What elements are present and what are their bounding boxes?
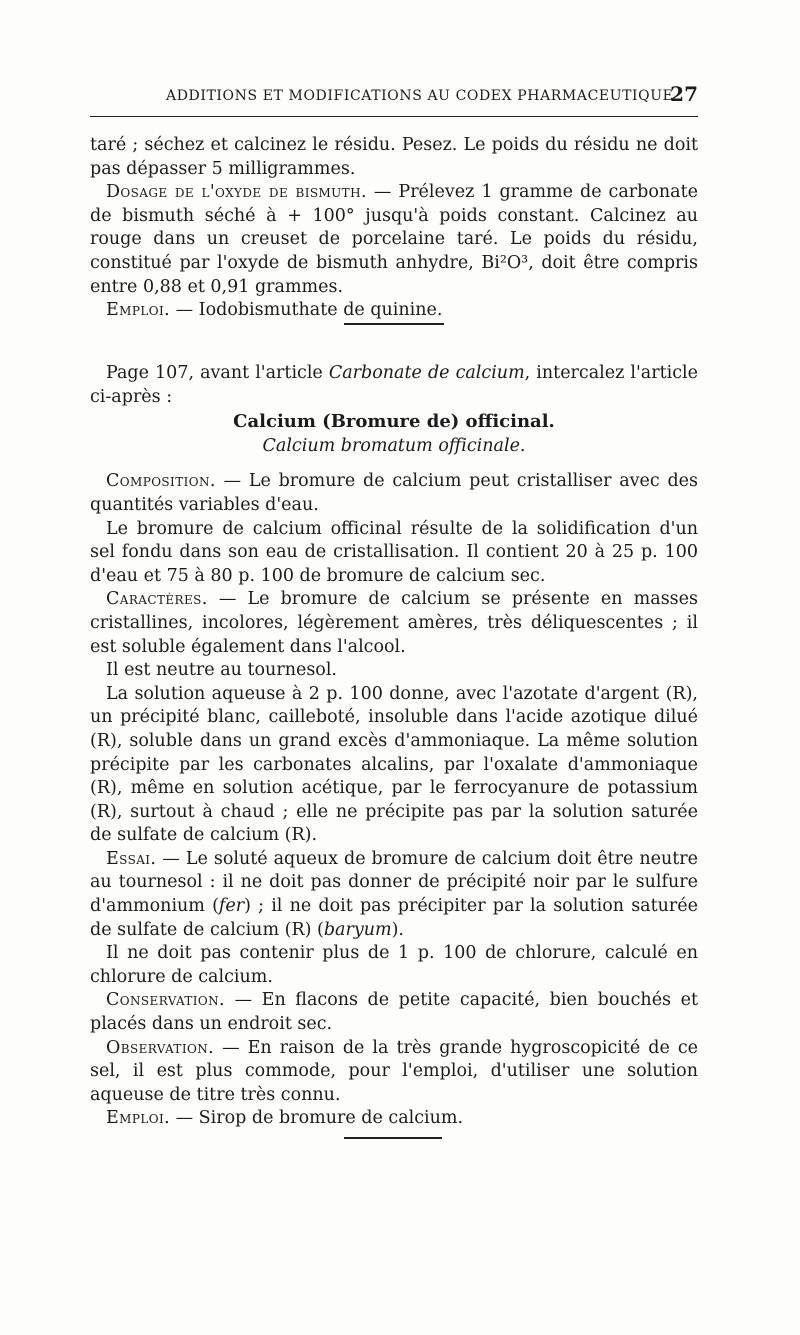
observation-label: Observation. [106, 1037, 215, 1058]
emploi-label-2: Emploi. [106, 1108, 171, 1129]
composition-paragraph [90, 470, 698, 517]
observation-text: — En raison de la très grande hygroscopicité de ce sel, il est plus commode, pour l'emploi, d'utiliser une solution aqueuse de titre très connu. [90, 1037, 698, 1105]
section-bismuth [90, 134, 698, 323]
header-rule [90, 116, 698, 117]
dosage-paragraph [90, 181, 698, 299]
caracteres-text: — Le bromure de calcium se présente en masses cristallines, incolores, légèrement amères, très déliquescentes ; il est soluble également dans l'alcool. [90, 589, 698, 657]
running-header [90, 82, 698, 112]
essai-baryum: baryum [323, 919, 392, 940]
caracteres-label: Caractères. [106, 589, 208, 610]
latin-title: Calcium bromatum officinale. [262, 435, 526, 456]
chlorure-paragraph: Il ne doit pas contenir plus de 1 p. 100 de chlorure, calculé en chlorure de calcium. [90, 943, 698, 987]
caracteres-paragraph [90, 588, 698, 659]
running-title: ADDITIONS ET MODIFICATIONS AU CODEX PHARMACEUTIQUE [166, 88, 674, 104]
solution-paragraph: La solution aqueuse à 2 p. 100 donne, avec l'azotate d'argent (R), un précipité blanc, caillebоté, insoluble dans l'acide azotique dilué (R), soluble dans un grand excès d'ammoniaque. La même solution précipite par les carbonates alcalins, par l'oxalate d'ammoniaque (R), même en solution acétique, par le ferrocyanure de potassium (R), surtout à chaud ; elle ne précipite pas par la solution saturée de sulfate de calcium (R). [90, 683, 698, 846]
emploi-text-2: — Sirop de bromure de calcium. [170, 1108, 464, 1129]
dosage-label: Dosage de l'oxyde de bismuth. [106, 182, 367, 203]
continuation-paragraph: taré ; séchez et calcinez le résidu. Pesez. Le poids du résidu ne doit pas dépasser 5 milligrammes. [90, 135, 698, 179]
intro-italic: Carbonate de calcium [328, 363, 525, 383]
article-title: Calcium (Bromure de) officinal. [233, 411, 555, 433]
essai-text-c: ). [391, 919, 404, 940]
intro-paragraph [90, 362, 698, 409]
essai-text-a: — Le soluté aqueux de bromure de calcium doit être neutre au tournesol : il ne doit pas donner de précipité noir par le sulfure d'ammonium ( [90, 848, 698, 917]
composition-label: Composition. [106, 471, 216, 492]
conservation-label: Conservation. [106, 990, 226, 1011]
intro-text-b: , intercalez l'article ci-après : [90, 363, 698, 407]
essai-text-b: ) ; il ne doit pas précipiter par la solution saturée de sulfate de calcium (R) ( [90, 896, 698, 940]
composition-text: — Le bromure de calcium peut cristalliser avec des quantités variables d'eau. [90, 471, 698, 515]
section-separator [344, 323, 444, 325]
dosage-text: — Prélevez 1 gramme de carbonate de bismuth séché à + 100° jusqu'à poids constant. Calcinez au rouge dans un creuset de porcelaine taré. Le poids du résidu, constitué par l'oxyde de bismuth anhydre, Bi²O³, doit être compris entre 0,88 et 0,91 grammes. [90, 182, 698, 297]
emploi-text: — Iodobismuthate de quinine. [170, 300, 443, 321]
intro-text-a: Page 107, avant l'article [106, 363, 329, 383]
observation-paragraph [90, 1037, 698, 1108]
section-calcium-bromide [90, 362, 698, 1131]
composition-paragraph-2: Le bromure de calcium officinal résulte de la solidification d'un sel fondu dans son eau de cristallisation. Il contient 20 à 25 p. 100 d'eau et 75 à 80 p. 100 de bromure de calcium sec. [90, 518, 698, 586]
conservation-paragraph [90, 989, 698, 1036]
emploi-paragraph [90, 299, 698, 323]
emploi-label: Emploi. [106, 300, 171, 321]
essai-label: Essai. [106, 848, 157, 869]
neutre-paragraph: Il est neutre au tournesol. [106, 660, 337, 681]
essai-paragraph [90, 848, 698, 942]
end-separator [344, 1137, 442, 1139]
essai-fer: fer [218, 896, 245, 917]
page-number: 27 [670, 82, 698, 106]
emploi-paragraph-2 [90, 1107, 698, 1131]
conservation-text: — En flacons de petite capacité, bien bouchés et placés dans un endroit sec. [90, 990, 698, 1035]
